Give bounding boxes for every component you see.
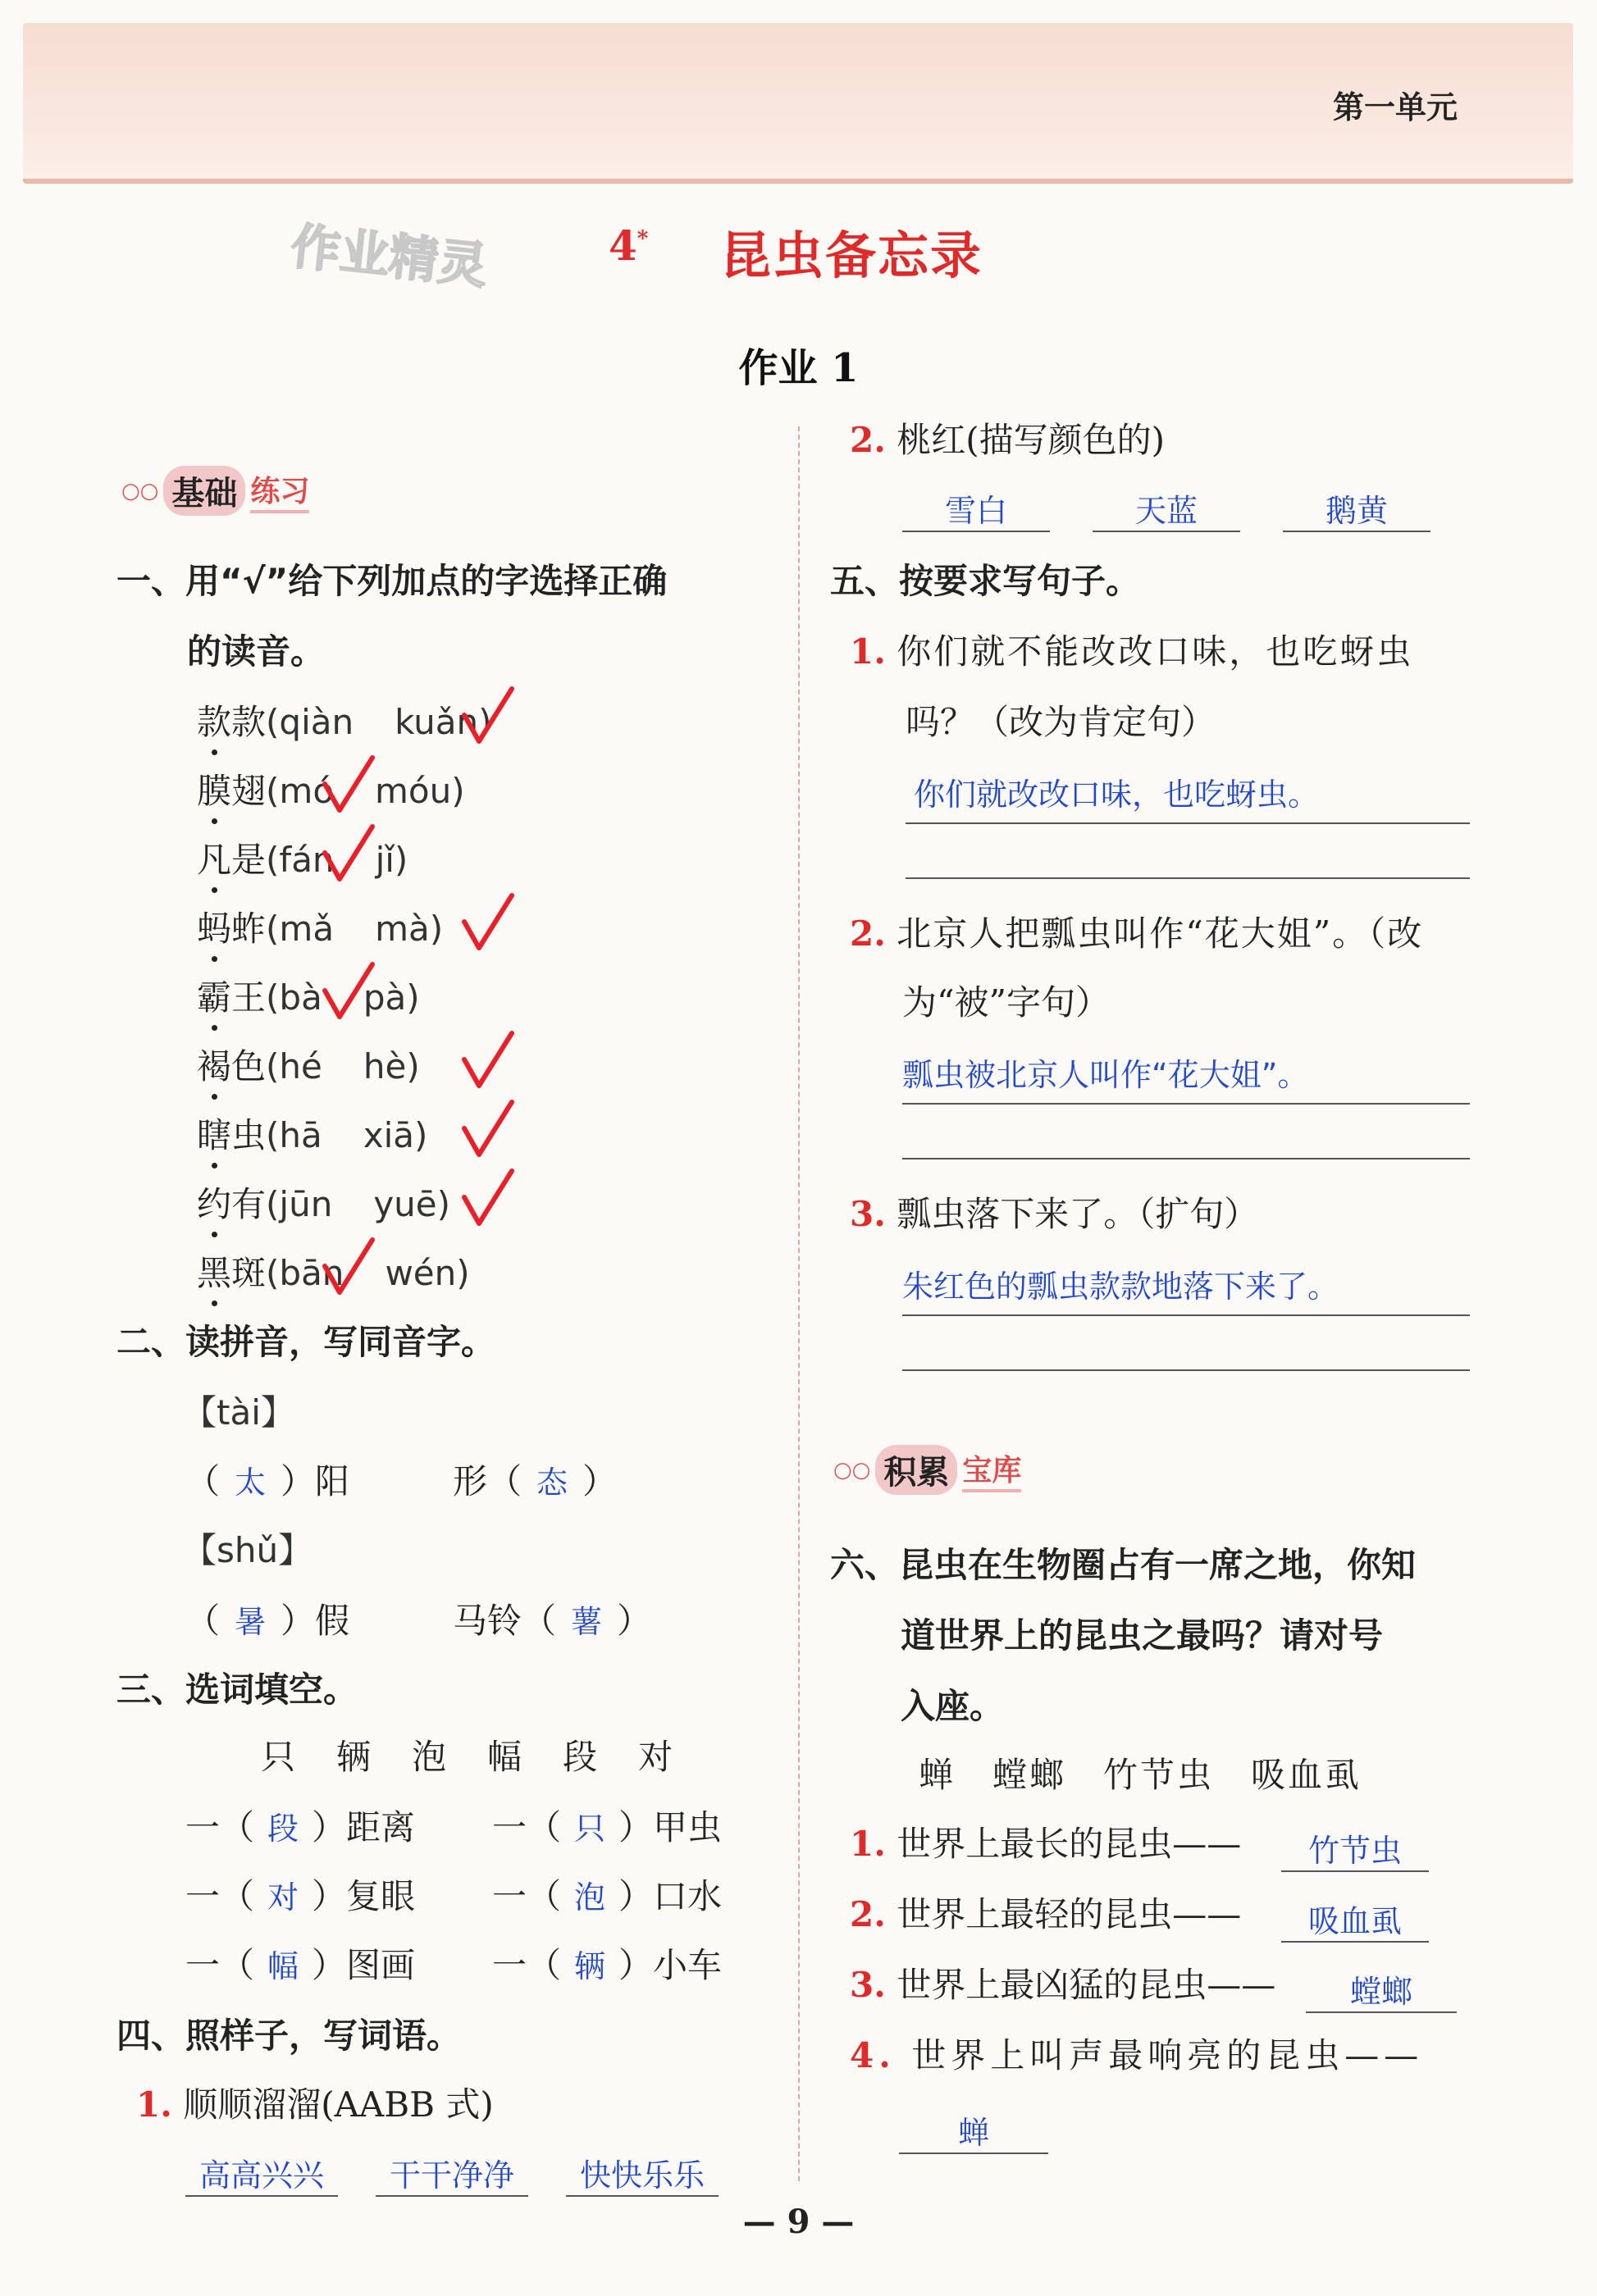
- emphasis-dot-icon: [212, 1025, 217, 1031]
- q3-row2-right: 一（ 泡 ）口水: [492, 1876, 723, 1916]
- checkmark-icon: [459, 684, 517, 749]
- q6-options: 蝉 螳螂 竹节虫 吸血虱: [919, 1755, 1362, 1795]
- q1-option-1[interactable]: hé: [279, 1046, 322, 1086]
- q1-word: 款款: [197, 702, 267, 742]
- q1-option-2[interactable]: kuǎn: [395, 702, 479, 742]
- q4-sub2: 2. 桃红(描写颜色的): [850, 420, 1165, 460]
- q1-options: (hé hè): [266, 1046, 420, 1086]
- checkmark-icon: [320, 753, 377, 818]
- q4-sub2-answer-2: 天蓝: [1093, 485, 1240, 532]
- q3-title: 三、选词填空。: [116, 1670, 358, 1710]
- q1-option-1[interactable]: qiàn: [279, 702, 354, 742]
- emphasis-dot-icon: [212, 1094, 217, 1100]
- q1-item: [197, 1186, 450, 1223]
- q1-options: (qiàn kuǎn): [266, 702, 492, 742]
- q1-word: 约有: [197, 1184, 267, 1224]
- q4-sub1: 1. 顺顺溜溜(AABB 式): [136, 2084, 494, 2125]
- q1-option-2[interactable]: yuē: [373, 1184, 437, 1224]
- checkmark-icon: [459, 1028, 517, 1094]
- q6-title-line3: 入座。: [901, 1686, 1005, 1726]
- q3-row3-left: 一（ 幅 ）图画: [185, 1945, 416, 1985]
- q1-options: (bà pà): [266, 977, 420, 1018]
- q1-options: (mǎ mà): [266, 909, 444, 949]
- q1-option-2[interactable]: pà: [363, 977, 407, 1018]
- column-divider: [798, 426, 800, 2181]
- q3-row2-left: 一（ 对 ）复眼: [185, 1876, 416, 1916]
- section-badge-basic: ○○ 基础 练习: [121, 466, 309, 516]
- q1-word: 凡是: [197, 840, 267, 880]
- q1-word: 瞎虫: [197, 1115, 267, 1155]
- q5-item1-answer-line: 你们就改改口味，也吃蚜虫。: [906, 769, 1470, 824]
- checkmark-icon: [320, 1235, 377, 1301]
- q3-word-bank: 只 辆 泡 幅 段 对: [261, 1737, 673, 1777]
- q1-item: [197, 704, 492, 741]
- badge-dots-icon: ○○: [121, 478, 159, 503]
- checkmark-icon: [320, 822, 377, 887]
- q1-option-2[interactable]: wén: [385, 1253, 457, 1293]
- q2-pinyin-1: 【tài】: [182, 1392, 295, 1433]
- q2-item-2a: （ 暑 ）假: [185, 1601, 350, 1641]
- badge-dots-icon: ○○: [833, 1457, 871, 1483]
- q1-word: 褐色: [197, 1046, 267, 1086]
- q3-row1-left: 一（ 段 ）距离: [185, 1807, 416, 1847]
- q6-item2-answer: 吸血虱: [1281, 1896, 1429, 1943]
- q1-option-1[interactable]: bà: [279, 977, 322, 1018]
- q1-title-line2: 的读音。: [187, 631, 326, 672]
- watermark-logo: 作业精灵: [288, 217, 491, 296]
- q5-item1-line1: 1. 你们就不能改改口味，也吃蚜虫: [850, 631, 1414, 672]
- q5-item3-blank-line: [902, 1369, 1470, 1371]
- q1-option-2[interactable]: jǐ: [375, 840, 395, 880]
- q4-sub2-answer-3: 鹅黄: [1283, 485, 1430, 532]
- emphasis-dot-icon: [212, 1232, 217, 1237]
- q4-sub2-answer-1: 雪白: [902, 485, 1050, 532]
- q6-item1: 1. 世界上最长的昆虫——: [850, 1824, 1242, 1864]
- emphasis-dot-icon: [212, 1163, 217, 1168]
- q6-item1-answer: 竹节虫: [1281, 1825, 1429, 1872]
- q1-item: [197, 910, 443, 948]
- unit-label: 第一单元: [1332, 89, 1458, 125]
- q1-option-2[interactable]: hè: [363, 1046, 407, 1086]
- q1-option-2[interactable]: móu: [375, 771, 452, 811]
- section-badge-accumulate: ○○ 积累 宝库: [833, 1445, 1021, 1495]
- q2-pinyin-2: 【shǔ】: [182, 1530, 313, 1570]
- q6-item4-answer: 蝉: [899, 2107, 1048, 2154]
- q1-option-1[interactable]: jūn: [279, 1184, 333, 1224]
- emphasis-dot-icon: [212, 887, 217, 893]
- q1-options: (fán jǐ): [266, 840, 408, 880]
- q5-item3-answer-line: 朱红色的瓢虫款款地落下来了。: [902, 1261, 1470, 1316]
- q1-title-line1: 一、用“√”给下列加点的字选择正确: [116, 561, 668, 601]
- q5-title: 五、按要求写句子。: [830, 561, 1141, 601]
- emphasis-dot-icon: [212, 749, 217, 755]
- q5-item2-line2: 为“被”字句）: [902, 982, 1110, 1023]
- q5-item2-answer-line: 瓢虫被北京人叫作“花大姐”。: [902, 1050, 1470, 1105]
- q6-item3: 3. 世界上最凶猛的昆虫——: [850, 1965, 1276, 2005]
- emphasis-dot-icon: [212, 1301, 217, 1306]
- q1-item: [197, 1048, 420, 1086]
- q5-item2-line1: 2. 北京人把瓢虫叫作“花大姐”。（改: [850, 913, 1424, 954]
- q1-option-2[interactable]: mà: [375, 909, 430, 949]
- q1-word: 黑斑: [197, 1253, 267, 1293]
- q6-title-line1: 六、昆虫在生物圈占有一席之地，你知: [830, 1545, 1417, 1585]
- checkmark-icon: [320, 959, 377, 1025]
- q5-item1-line2: 吗？（改为肯定句）: [906, 702, 1216, 742]
- q1-option-2[interactable]: xiā: [363, 1115, 415, 1155]
- q6-item3-answer: 螳螂: [1306, 1966, 1457, 2013]
- assignment-subtitle: 作业 1: [738, 345, 859, 391]
- q1-item: [197, 1117, 427, 1155]
- checkmark-icon: [459, 891, 517, 956]
- q1-word: 蚂蚱: [197, 909, 267, 949]
- q2-item-1b: 形（ 态 ）: [453, 1461, 618, 1501]
- q5-item1-blank-line: [906, 877, 1470, 879]
- q6-item2: 2. 世界上最轻的昆虫——: [850, 1894, 1242, 1934]
- emphasis-dot-icon: [212, 956, 217, 962]
- q1-option-1[interactable]: mó: [279, 771, 335, 811]
- q1-option-1[interactable]: mǎ: [279, 909, 335, 949]
- q4-sub1-answer-3: 快快乐乐: [566, 2150, 719, 2197]
- emphasis-dot-icon: [212, 818, 217, 824]
- q2-item-2b: 马铃（ 薯 ）: [453, 1601, 652, 1641]
- q6-item4: 4. 世界上叫声最响亮的昆虫——: [850, 2035, 1424, 2075]
- checkmark-icon: [459, 1166, 517, 1232]
- q1-option-1[interactable]: bān: [279, 1253, 344, 1293]
- checkmark-icon: [459, 1097, 517, 1163]
- lesson-title: 昆虫备忘录: [720, 226, 983, 285]
- q1-options: (mó móu): [266, 771, 465, 811]
- q6-title-line2: 道世界上的昆虫之最吗？请对号: [901, 1615, 1384, 1656]
- page-number: — 9 —: [742, 2203, 855, 2241]
- q4-sub1-answer-1: 高高兴兴: [185, 2150, 338, 2197]
- q1-option-1[interactable]: fán: [279, 840, 335, 880]
- q5-item3-line1: 3. 瓢虫落下来了。（扩句）: [850, 1194, 1259, 1234]
- q5-item2-blank-line: [902, 1158, 1470, 1159]
- q1-options: (bān wén): [266, 1253, 470, 1293]
- q1-option-1[interactable]: hā: [279, 1115, 322, 1155]
- q1-options: (hā xiā): [266, 1115, 428, 1155]
- q1-word: 膜翅: [197, 771, 267, 811]
- q4-title: 四、照样子，写词语。: [116, 2016, 462, 2056]
- q1-options: (jūn yuē): [266, 1184, 451, 1224]
- q4-sub1-answer-2: 干干净净: [376, 2150, 528, 2197]
- q3-row3-right: 一（ 辆 ）小车: [492, 1945, 723, 1985]
- q2-title: 二、读拼音，写同音字。: [116, 1322, 496, 1362]
- q1-item: [197, 979, 420, 1017]
- q2-item-1a: （ 太 ）阳: [185, 1461, 350, 1501]
- q3-row1-right: 一（ 只 ）甲虫: [492, 1807, 723, 1847]
- q1-word: 霸王: [197, 977, 267, 1018]
- lesson-number: 4*: [609, 221, 649, 270]
